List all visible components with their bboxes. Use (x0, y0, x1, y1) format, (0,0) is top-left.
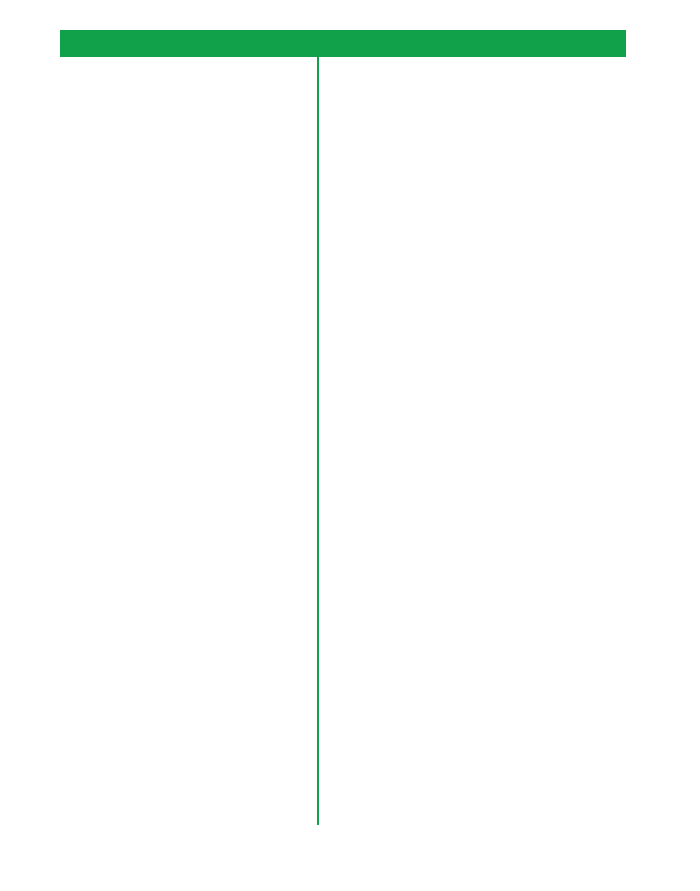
header-produto (60, 30, 315, 57)
column-divider (317, 30, 319, 825)
table-header (60, 30, 626, 57)
